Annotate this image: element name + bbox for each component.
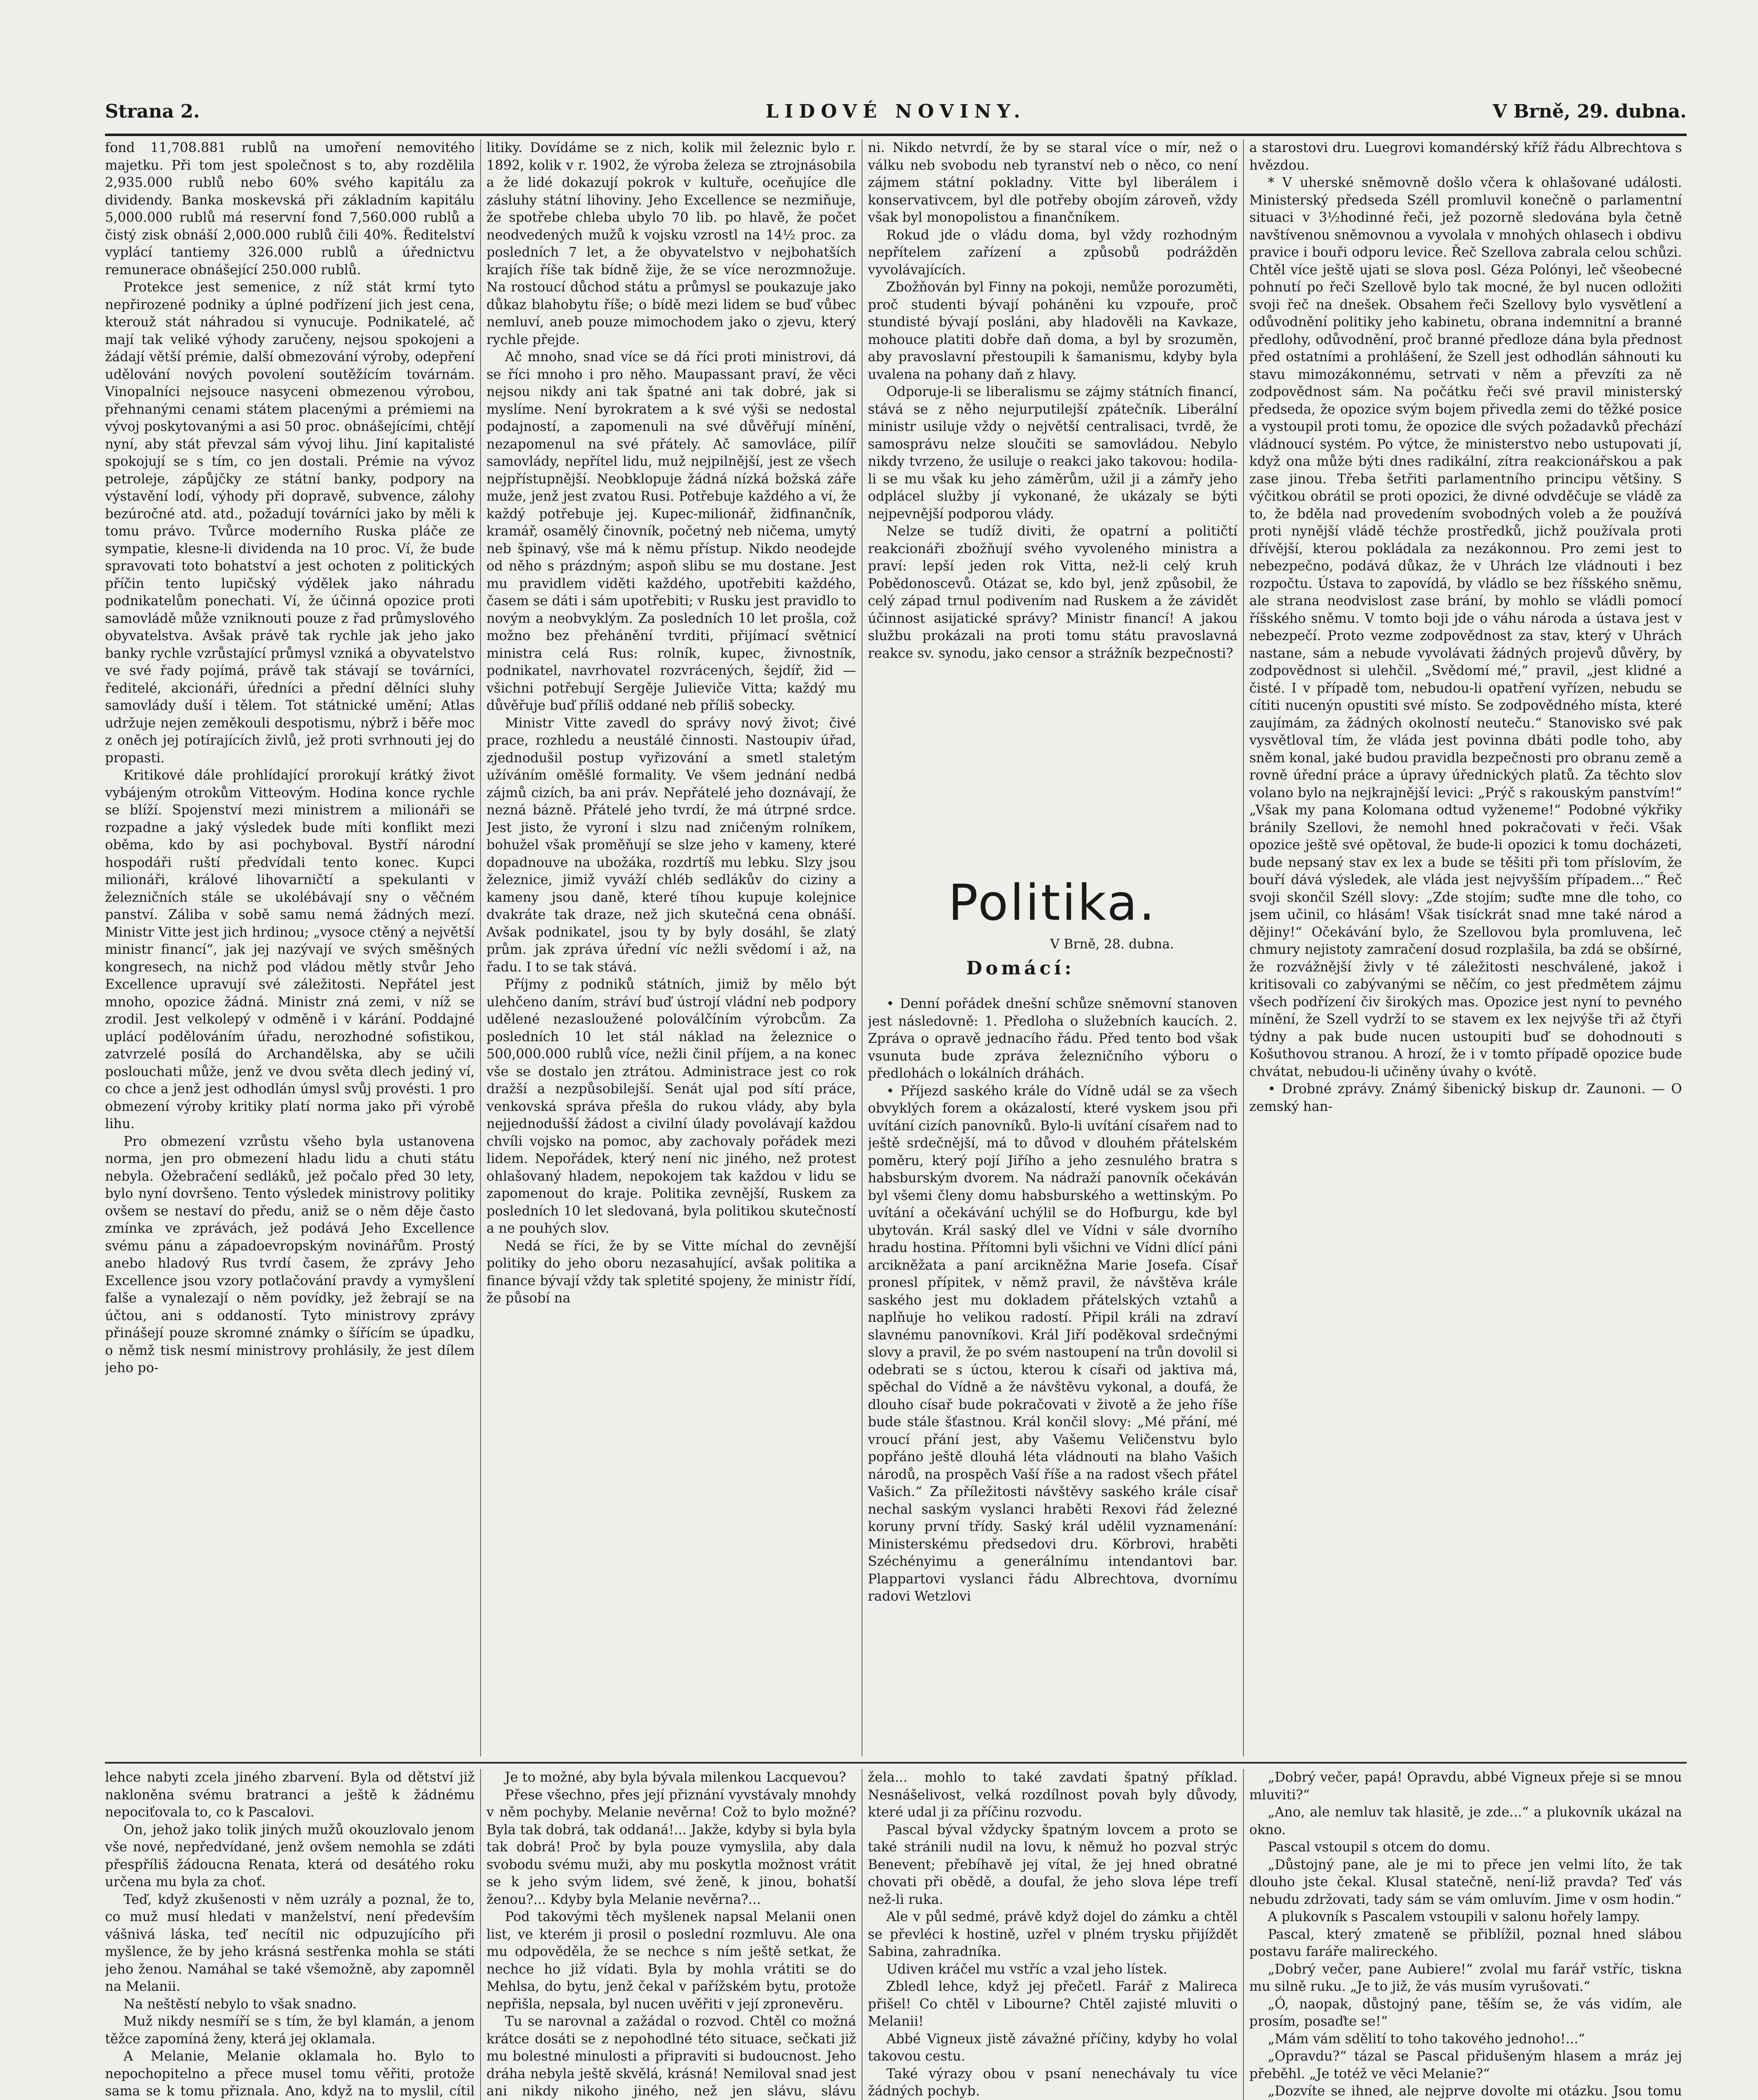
- news-item: • Drobné zprávy. Známý šibenický biskup dr. Zaunoni. — O zemský han-: [1249, 1082, 1682, 1114]
- paragraph: žela... mohlo to také zavdati špatný příklad. Nesnášelivost, velká rozdílnost povah byly důvody, které udal ji za příčinu rozvodu.: [868, 1770, 1238, 1820]
- paragraph: ni. Nikdo netvrdí, že by se staral více o mír, než o válku neb svobodu neb tyranství neb o něco, co není zájmem státní pokladny. Vitte byl liberálem i konservativcem, byl dle potřeby obojím zároveň, vždy však byl monopolistou a finančníkem.: [868, 140, 1238, 225]
- header-rule: [105, 134, 1687, 136]
- paragraph: Na neštěstí nebylo to však snadno.: [124, 1996, 357, 2012]
- page-number: Strana 2.: [105, 101, 200, 122]
- paragraph: Přese všechno, přes její přiznání vyvstávaly mnohdy v něm pochyby. Melanie nevěrna! Což to bylo možné? Byla tak dobrá, tak oddaná!... Jakže, kdyby si byla byla tak dobrá! Proč by byla pouze vymyslila, aby dala svobodu svému muži, aby mu poskytla možnost vrátit se k jeho svým lidem, své ženě, k jinou, bohatší ženou?... Kdyby byla Melanie nevěrna?...: [486, 1787, 856, 1907]
- paragraph: Teď, když zkušenosti v něm uzrály a poznal, že to, co muž musí hledati v manželství, není především vášnivá láska, teď necítil nic odpuzujícího při myšlence, že by jeho krásná sestřenka mohla se státi jeho ženou. Namáhal se také všemožně, aby zapomněl na Melanii.: [105, 1892, 475, 1994]
- paragraph: Udiven kráčel mu vstříc a vzal jeho lístek.: [886, 1961, 1167, 1977]
- paragraph: Také výrazy obou v psaní nenechávaly tu více žádných pochyb.: [868, 2066, 1238, 2099]
- paragraph: Tu se narovnal a zažádal o rozvod. Chtěl co možná krátce dosáti se z nepohodlné této situace, sečkati již mu bolestné minulosti a připraviti si budoucnost. Jeho dráha nebyla ještě skvělá, krásná! Nemiloval snad jest ani nikdy nikoho jiného, než jen slávu, slávu: [486, 2014, 856, 2099]
- article-column-4: [1249, 139, 1682, 1756]
- paragraph: Rokud jde o vládu doma, byl vždy rozhodným nepřítelem zařízení a způsobů podrážděn vyvolávajících.: [868, 227, 1238, 278]
- paragraph: „Důstojný pane, ale je mi to přece jen velmi líto, že tak dlouho jste čekal. Klusal statečně, není-liž pravda? Teď vás nebudu zdržovati, tady sám se vám omluvím. Jime v osm hodin.“: [1249, 1857, 1682, 1907]
- paragraph: Kritikové dále prohlídající prorokují krátký život vybájeným otrokům Vitteovým. Hodina konce rychle se blíží. Spojenství mezi ministrem a milionáři se rozpadne a jaký výsledek bude míti konflikt mezi oběma, kdo by asi pochyboval. Bystří národní hospodáři ruští předvídali tento konec. Kupci milionáři, králové lihovarničtí a spekulanti v železničních stále se ukolébávají sny o věčném panství. Záliba v sobě samu nemá žádných mezí. Ministr Vitte jest jich hrdinou; „vysoce ctěný a největší ministr financí“, jak jej nazývají ve svých směšných kongresech, na nichž pod vládou mětly stvůr Jeho Excellence upravují své záležitosti. Nepřátel jest mnoho, opozice žádná. Ministr zná zemi, v níž se zrodil. Jest velkolepý v odměně i v kárání. Poddajné uplácí podělováním úřadu, nerozhodné sofistikou, zatvrzelé posílá do Archandělska, aby se učili poslouchati může, jenž ve dvou světa dlech jediný ví, co chce a jenž jest odhodlán úmysl svůj provésti. 1 pro obmezení výroby kritiky platí norma jako při výrobě lihu.: [105, 768, 475, 1131]
- paragraph: Pod takovými těch myšlenek napsal Melanii onen list, ve kterém ji prosil o poslední rozmluvu. Ale ona mu odpověděla, že se nechce s ním ještě setkat, že nechce ho již vídati. Byla by mohla vrátiti se do Mehlsa, do bytu, jenž čekal v pařížském bytu, protože nepřišla, nepsala, byl nucen uvěřiti v její zpronevěru.: [486, 1909, 856, 2012]
- news-item: • Denní pořádek dnešní schůze sněmovní stanoven jest následovně: 1. Předloha o služebních kaucích. 2. Zpráva o opravě jednacího řádu. Před tento bod však vsunuta bude zpráva železničního výboru o předlohách o lokálních dráhách.: [868, 996, 1238, 1081]
- article-column-1: [105, 139, 475, 1756]
- running-head: [105, 97, 1687, 134]
- paragraph: Nedá se říci, že by se Vitte míchal do zevnější politiky do jeho oboru nezasahující, avšak politika a finance bývají vždy tak spletité spojeny, že ministr řídí, že působí na: [486, 1238, 856, 1306]
- paragraph: Abbé Vigneux jistě závažné příčiny, kdyby ho volal takovou cestu.: [868, 2031, 1238, 2064]
- paragraph: Ač mnoho, snad více se dá říci proti ministrovi, dá se říci mnoho i pro něho. Maupassant praví, že věci nejsou nikdy ani tak špatné ani tak dobré, jak si myslíme. Není byrokratem a k své výši se nedostal podajností, a zapomenuli na své důvěřují mínění, nezapomenul na své přátely. Ač samovláce, pilíř samovlády, nepřítel lidu, muž nejpilnější, jest ze všech nejpřístupnější. Neobklopuje žádná nízká božská záře muže, jenž jest zvatou Rusi. Potřebuje každého a ví, že každý potřebuje jej. Kupec-milionář, židfinančník, kramář, osamělý činovník, početný neb ničema, umytý neb špinavý, vše má k němu přístup. Nikdo neodejde od něho s prázdným; aspoň slibu se mu dostane. Jest mu pravidlem viděti každého, upotřebiti každého, časem se dáti i sám upotřebiti; v Rusku jest pravidlo to novým a neobvyklým. Za posledních 10 let prošla, což možno bez přehánění tvrditi, přijímací světnicí ministra celá Rus: rolník, kupec, živnostník, podnikatel, navrhovatel rozvrácených, šejdíř, žid — všichni potřebují Sergěje Julieviče Vitta; každý mu důvěřuje buď příliš oddané neb příliš sobecky.: [486, 349, 856, 713]
- paragraph: Ministr Vitte zavedl do správy nový život; čivé prace, rozhledu a neustálé činnosti. Nastoupiv úřad, zjednodušil postup vyřizování a smetl staletým užíváním oměšlé formality. Ve všem jednání nedbá zájmů cizích, ba ani práv. Nepřátelé jeho doznávají, že nezná bázně. Přátelé jeho tvrdí, že má útrpné srdce. Jest jisto, že vyroní i slzu nad zničeným rolníkem, bohužel však proměňují se slze jeho v kameny, které dopadnouve na ubožáka, rozdrtíš mu lebku. Slzy jsou železnice, jimiž vyváží chléb sedlákův do ciziny a kameny jsou daně, které tíhou kupuje kolejnice dvakráte tak draze, než jich skutečná cena obnáší. Avšak podnikatel, jsou ty by byly dosáhl, še zlatý prům. jak zpráva úřední víc nežli svědomí i až, na řadu. I to se tak stává.: [486, 715, 856, 975]
- news-item: * V uherské sněmovně došlo včera k ohlašované události. Ministerský předseda Széll promluvil konečně o parlamentní situaci v 3½hodinné řeči, jež pozorně sledována byla četně navštívenou sněmovnou a vyvolala v mnohých ohlasech i obdivu pravice i bouři odporu levice. Řeč Szellova zabrala celou schůzi. Chtěl více ještě ujati se slova posl. Géza Polónyi, leč všeobecné pohnutí po řeči Szellově bylo tak mocné, že byl nucen odložiti svoji řeč na dnešek. Obsahem řeči Szellovy bylo vysvětlení a odůvodnění politiky jeho kabinetu, obrana indemnitní a branné předlohy, odůvodnění, proč branné předloze dána byla přednost před ostatními a prohlášení, že Szell jest odhodlán sáhnouti ku stavu mimozákonnému, setrvati v něm a převzíti za ně zodpovědnost sám. Na počátku řeči své pravil ministerský předseda, že opozice svým bojem přivedla zemi do těžké posice a vystoupil proti tomu, že opozice dle svých požadavků přechází vládnoucí systém. Po výtce, že ministerstvo nebo ustupovati jí, když ona může býti dnes radikální, zítra reakcionářskou a pak zase jinou. Třeba šetřiti parlamentního principu většiny. S výčitkou obrátil se proti opozici, že divné odvděčuje se vládě za to, že bděla nad provedením svobodných voleb a že používá proti nynější vládě téchže prostředků, jichž používala proti dřívější, kterou pokládala za nezákonnou. Pro zemi jest to nebezpečno, podává důkaz, že v Uhrách lze vládnouti i bez rozpočtu. Ústava to zapovídá, by vládlo se bez říšského sněmu, ale strana neodvislost zase brání, by mohlo se vládli pomocí říšského sněmu. V tomto boji jde o váhu národa a ústava jest v nebezpečí. Proto vezme zodpovědnost za stav, který v Uhrách nastane, sám a nebude vyvolávati žádných projevů důvěry, by zodpovědnost si ulehčil. „Svědomí mé,“ pravil, „jest klidné a čisté. I v případě tom, nebudou-li opatření vyřízen, nebudu se cítiti nucenýn opustiti své místo. Se zodpovědného místa, které zaujímám, za žádných okolností neuteču.“ Stanovisko své pak vysvětloval tím, že vláda jest povinna dbáti podle toho, aby sněm konal, jaké budou pravidla bezpečnosti pro obranu země a rovně úřední práce a úpravy úřednických platů. Za těchto slov volano bylo na nejkrajnější levici: „Prýč s rakouským panstvím!“ „Však my pana Kolomana odtud vyženeme!“ Podobné výkřiky bránily Szellovi, že nemohl hned pokračovati v řeči. Však opozice ještě své opětoval, že bude-li opozici k tomu docházeti, bude nepsaný stav ex lex a bude se těšiti při tom příslovím, že bouří dává výsledek, ale vláda jest nejvyšším případem...“ Řeč svoji skončil Széll slovy: „Zde stojím; suďte mne dle toho, co jsem učinil, co hlásám! Však tisíckrát snad mne také národ a dějiny!“ Očekávání bylo, že Szellovou byla promluvena, leč chmury nejistoty zamračení dosud rozplašila, ba zdá se obšírné, že rozvážnější živly v té záležitosti neschválené, jakož i kritisovali co zabývanými se něčím, co jest předmětem zájmu všech podřízení čiv širokých mas. Opozice jest nyní to pevného mínění, že Szell vydrží to se stavem ex lex nejvýše tři až čtyři týdny a pak bude nucen ustoupiti buď se dohodnouti s Košuthovou stranou. A hrozí, že i v tomto případě opozice bude chvátat, nebudou-li učiněny úvahy o kvótě.: [1249, 175, 1682, 1079]
- paragraph: fond 11,708.881 rublů na umoření nemovitého majetku. Při tom jest společnost s to, aby rozdělila 2,935.000 rublů nebo 60% svého kapitálu za dividendy. Banka moskevská při základním kapitálu 5,000.000 rublů má reservní fond 7,560.000 rublů a čistý zisk obnáší 2,000.000 rublů čili 40%. Ředitelství vyplácí tantiemy 326.000 rublů a úřednictvu remunerace obnášející 250.000 rublů.: [105, 140, 475, 278]
- paragraph: „Dobrý večer, papá! Opravdu, abbé Vigneux přeje si se mnou mluviti?“: [1249, 1770, 1682, 1803]
- paragraph: a starostovi dru. Luegrovi komandérský kříž řádu Albrechtova s hvězdou.: [1249, 140, 1682, 173]
- paragraph: Příjmy z podniků státních, jimiž by mělo být ulehčeno daním, stráví buď ústrojí vládní neb podpory udělené nezasloužené poloválčíním výrobcům. Za posledních 10 let stál náklad na železnice o 500,000.000 rublů více, nežli činil příjem, a na konec vše se dostalo jen ztrátou. Administrace jest co rok dražší a nezpůsobilejší. Senát ujal pod sítí práce, venkovská správa přešla do rukou vlády, aby byla nejjednodušší žádost a civilní úlady povolávají každou chvíli vojsko na pomoc, aby zachovaly pořádek mezi lidem. Nepořádek, který není nic jiného, než protest ohlašovaný hladem, nepokojem tak každou v lidu se zapomenout do kraje. Politika zevnější, Ruskem za posledních 10 let sledovaná, byla politikou skutečností a ne pouhých slov.: [486, 977, 856, 1236]
- paragraph: litiky. Dovídáme se z nich, kolik mil železnic bylo r. 1892, kolik v r. 1902, že výroba železa se ztrojnásobila a že lidé dokazují pokrok v kultuře, oceňujíce dle zásluhy státní lihoviny. Jeho Excellence se nezmiňuje, že spotřebe chleba ubylo 70 lib. po hlavě, že počet neodvedených mužů k vojsku vzrostl na 14½ proc. za posledních 7 let, a že obyvatelstvo v nejbohatších krajích říše tak bídně žije, že se více nerozmnožuje. Na rostoucí důchod státu a průmysl se poukazuje jako důkaz blahobytu říše; o bídě mezi lidem se buď vůbec nemluví, aneb pouze mimochodem jako o zjevu, který rychle přejde.: [486, 140, 856, 347]
- paragraph: Zbledl lehce, když jej přečetl. Farář z Malireca přišel! Co chtěl v Libourne? Chtěl zajisté mluviti o Melanii!: [868, 1979, 1238, 2029]
- subsection-heading-domaci: Domácí:: [966, 958, 1075, 979]
- newspaper-title: LIDOVÉ NOVINY.: [765, 101, 1026, 122]
- paragraph: Ale v půl sedmé, právě když dojel do zámku a chtěl se převléci k hostině, uzřel v plném trysku přijíždět Sabina, zahradníka.: [868, 1909, 1238, 1959]
- paragraph: „Ó, naopak, důstojný pane, těším se, že vás vidím, ale prosím, posaďte se!“: [1249, 1996, 1682, 2029]
- feuilleton-column-3: [868, 1769, 1238, 2100]
- paragraph: Protekce jest semenice, z níž stát krmí tyto nepřirozené podniky a úplné podřízení jich jest cena, kterouž stát náhradou si vynucuje. Podnikatelé, ač mají tak veliké výhody zaručeny, nejsou spokojeni a žádají větší prémie, další obmezování výroby, odepření udělování nových povolení soutěžícím továrnám. Vinopalníci nejsouce nasyceni obmezenou výrobou, přehnanými cenami státem placenými a prémiemi na vývoj poskytovanými a asi 50 proc. obnášejícími, chtějí nyní, aby stát převzal sám vývoj lihu. Jiní kapitalisté spokojují se s tím, co jen dostali. Prémie na vývoz petroleje, zápůjčky ze státní banky, podpory na výstavění lodí, výhody při dopravě, subvence, zálohy bezúročné atd. atd., požadují továrníci jako by měli k tomu právo. Tvůrce moderního Ruska pláče ze sympatie, klesne-li dividenda na 10 proc. Ví, že bude spravovati toto bohatství a jest ochoten z politických příčin tento lupičský výdělek jako náhradu podnikatelům ponechati. Ví, že účinná opozice proti samovládě může vzniknouti pouze z řad průmyslového obyvatelstva. Avšak právě tak rychle jak jeho jako banky rychle vzrůstající průmysl vzniká a obyvatelstvo ve své řady pojímá, právě tak stávají se továrníci, ředitelé, akcionáři, úředníci a přední dělníci sluhy samovlády duší i tělem. Tot státnické umění; Atlas udržuje nejen zeměkouli despotismu, nýbrž i běře moc z oněch jej potírajících živlů, jež proti svrhnouti jej do propasti.: [105, 280, 475, 766]
- paragraph: „Opravdu?“ tázal se Pascal přidušeným hlasem a mráz jej přeběhl. „Je totéž ve věci Melanie?“: [1249, 2049, 1682, 2082]
- paragraph: „Dozvíte se ihned, ale nejprve dovolte mi otázku. Jsou tomu: [1268, 2084, 1682, 2099]
- news-item: • Příjezd saského krále do Vídně udál se za všech obvyklých forem a okázalostí, které vyskem jsou při uvítání cizích panovníků. Bylo-li uvítání císařem nad to ještě srdečnější, má to důvod v dlouhém přátelském poměru, který pojí Jiřího a jeho zesnulého bratra s habsburským dvorem. Na nádraží panovník očekáván byl všemi členy domu habsburského a wettinským. Po uvítání a očekávání uchýlil se do Hofburgu, kde byl ubytován. Král saský dlel ve Vídni v sále dvorního hradu hostina. Přítomni byli všichni ve Vídni dlící páni arcikněžata a paní arcikněžna Marie Josefa. Císař pronesl přípitek, v němž pravil, že návštěva krále saského jest mu dokladem přátelských vztahů a naplňuje ho velikou radostí. Připil králi na zdraví slavnému panovníkovi. Král Jiří poděkoval srdečnými slovy a pravil, že po svém nastoupení na trůn dovolil si odebrati se s úctou, kterou k císaři od jaktiva má, spěchal do Vídně a že návštěvu vykonal, a doufá, že dlouho císař bude pokračovati v životě a že jeho říše bude stále šťastnou. Král končil slovy: „Mé přání, mé vroucí přání jest, aby Vašemu Veličenstvu bylo popřáno ještě dlouhá léta vládnouti na blaho Vašich národů, na prospěch Vaší říše a na radost všech přátel Vašich.“ Za příležitosti návštěvy saského krále císař nechal saským vyslanci hraběti Rexovi řád železné koruny první třídy. Saský král udělil vyznamenání: Ministerskému předsedovi dru. Körbrovi, hraběti Széchényimu a generálnímu intendantovi bar. Plappartovi vyslanci řádu Albrechtova, dvornímu radovi Wetzlovi: [868, 1083, 1238, 1604]
- paragraph: A plukovník s Pascalem vstoupili v salonu hořely lampy.: [1268, 1909, 1640, 1924]
- paragraph: lehce nabyti zcela jiného zbarvení. Byla od dětství již nakloněna svému bratranci a ještě k žádnému nepociťovala to, co k Pascalovi.: [105, 1770, 475, 1820]
- politika-column: [868, 995, 1238, 1756]
- paragraph: Odporuje-li se liberalismu se zájmy státních financí, stává se z něho nejurputilejší zpátečník. Liberální ministr usiluje vždy o největší centralisaci, tvrdě, že samosprávu nelze sloučiti se samovládou. Nebylo nikdy tvrzeno, že usiluje o reakci jako takovou: hodila-li se mu však ku jeho záměrům, užil ji a zámřy jeho odplácel služby jí vykonané, že ukázaly se býti nejpevnější podporou vlády.: [868, 384, 1238, 522]
- paragraph: „Mám vám sdělití to toho takového jednoho!...“: [1268, 2031, 1585, 2047]
- paragraph: Nelze se tudíž diviti, že opatrní a političtí reakcionáři zbožňují svého vyvoleného ministra a praví: lepší jeden rok Vitta, než-li celý kruh Pobědonoscevů. Otázat se, kdo byl, jenž způsobil, že celý západ trnul podivením nad Ruskem a že závidět účinnost asijatické správy? Ministr financí! A jakou službu prokázali na proti tomu státu pravoslavná reakce sv. synodu, jako censor a strážník bezpečnosti?: [868, 524, 1238, 661]
- article-column-2: [486, 139, 856, 1756]
- feuilleton-divider: [105, 1762, 1687, 1764]
- column-rule: [1243, 139, 1244, 1756]
- column-rule: [1243, 1769, 1244, 2100]
- paragraph: Pascal býval vždycky špatným lovcem a proto se také stránili nudil na lovu, k němuž ho pozval strýc Benevent; přebíhavě jej vítal, že jej hned obratné chovati při obědě, a doufal, že jeho slova lépe trefí než-li ruka.: [868, 1822, 1238, 1907]
- article-column-3: [868, 139, 1238, 845]
- column-rule: [480, 139, 481, 1756]
- paragraph: Muž nikdy nesmíří se s tím, že byl klamán, a jenom těžce zapomíná ženy, která jej oklamala.: [105, 2014, 475, 2047]
- feuilleton-column-2: [486, 1769, 856, 2100]
- paragraph: Pascal, který zmateně se přiblížil, poznal hned slábou postavu faráře malireckého.: [1249, 1927, 1682, 1959]
- paragraph: Pro obmezení vzrůstu všeho byla ustanovena norma, jen pro obmezení hladu lidu a chuti státu nebyla. Ožebračení sedláků, jež počalo před 30 lety, bylo nyní dovršeno. Tento výsledek ministrovy politiky ovšem se nestaví do předu, aniž se o něm děje často zmínka ve zprávách, jež podává Jeho Excellence svému pánu a západoevropským novinářům. Prostý anebo hladový Rus tvrdí časem, že zprávy Jeho Excellence jsou vzory potlačování pravdy a vymyšlení falše a vynalezají o něm povídky, jež žebrají se na účtou, ani s oddaností. Tyto ministrovy zprávy přinášejí pouze skromné známky o šířícím se úpadku, o němž tisk nesmí ministrovy prohlásily, že jest dílem jeho po-: [105, 1134, 475, 1376]
- paragraph: „Ano, ale nemluv tak hlasitě, je zde...“ a plukovník ukázal na okno.: [1249, 1805, 1682, 1838]
- column-rule: [480, 1769, 481, 2100]
- issue-date: V Brně, 29. dubna.: [1493, 101, 1687, 122]
- feuilleton-column-1: [105, 1769, 475, 2100]
- feuilleton-column-4: [1249, 1769, 1682, 2100]
- paragraph: Je to možné, aby byla bývala milenkou Lacquevou?: [505, 1770, 846, 1785]
- paragraph: Zbožňován byl Finny na pokoji, nemůže porozuměti, proč studenti bývají poháněni ku vzpouře, proč stundisté bývají posláni, aby hladověli na Kavkaze, mohouce platiti dobře daň doma, a byl by srozuměn, aby pravoslavní přestoupili k šamanismu, kdyby byla uvalena na pohany daň z hlavy.: [868, 280, 1238, 382]
- paragraph: Pascal vstoupil s otcem do domu.: [1268, 1840, 1490, 1855]
- paragraph: On, jehož jako tolik jiných mužů okouzlovalo jenom vše nové, nepředvídané, jenž ovšem nemohla se zdáti přespříliš žádoucna Renata, která od desátého roku určena mu byla za choť.: [105, 1822, 475, 1890]
- paragraph: A Melanie, Melanie oklamala ho. Bylo to nepochopitelno a přece musel tomu věřiti, protože sama se k tomu přiznala. Ano, když na to myslil, cítil: [105, 2049, 475, 2099]
- section-heading-politika: Politika.: [948, 874, 1156, 932]
- section-dateline: V Brně, 28. dubna.: [1050, 937, 1174, 952]
- paragraph: „Dobrý večer, pane Aubiere!“ zvolal mu farář vstříc, tiskna mu silně ruku. „Je to již, že vás musím vyrušovati.“: [1249, 1961, 1682, 1994]
